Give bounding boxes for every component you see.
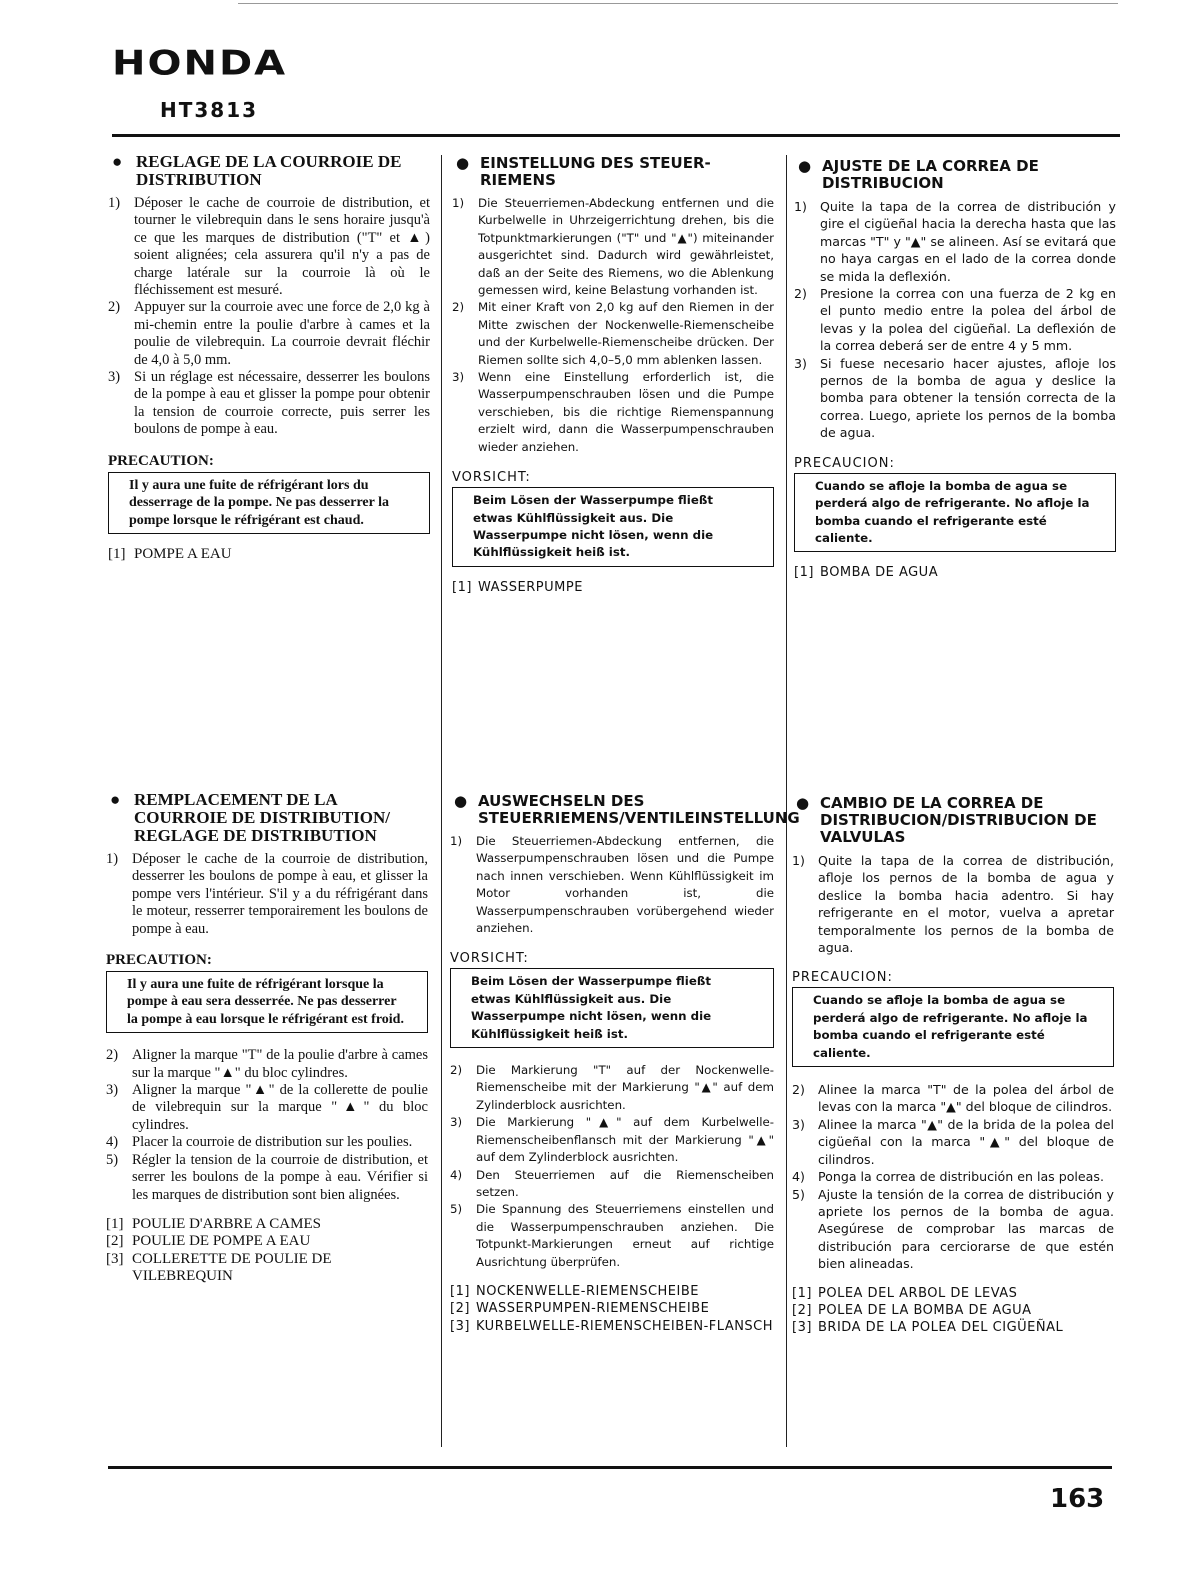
step-text: Déposer le cache de la courroie de distribution, desserrer les boulons de pompe à eau, et glisser la pompe vers l'intérieur. S'il y a du réfrigérant dans le moteur, resserrer temporairement les boulons de pompe à eau. [132,851,428,937]
step-text: Alinee la marca "▲" de la brida de la polea del cigüeñal con la marca "▲" del bloque de cilindros. [818,1116,1114,1167]
section-es-top [794,158,1116,582]
step-list [106,851,428,938]
step-item [452,369,774,456]
reference-text: NOCKENWELLE-RIEMENSCHEIBE [476,1283,699,1299]
reference-list [106,1216,428,1286]
step-number: 2) [106,1047,119,1064]
reference-item [106,1216,428,1233]
section-title: ● REGLAGE DE LA COURROIE DE DISTRIBUTION [112,152,402,189]
reference-text: POMPE A EAU [134,545,232,562]
reference-list [792,1285,1114,1337]
section-title: ● REMPLACEMENT DE LA COURROIE DE DISTRIBUTION/ REGLAGE DE DISTRIBUTION [110,790,390,845]
step-number: 3) [108,369,121,386]
step-text: Ponga la correa de distribución en las poleas. [818,1169,1104,1185]
reference-text: WASSERPUMPE [478,579,583,595]
precaution-box: Cuando se afloje la bomba de agua se perderá algo de refrigerante. No afloje la bomba cuando el refrigerante esté caliente. [794,473,1116,553]
reference-number: [3] [106,1250,124,1267]
step-text: Si fuese necesario hacer ajustes, afloje los pernos de la bomba de agua y deslice la bomba para obtener la tensión correcta de la correa. Luego, apriete los pernos de la bomba de agua. [820,355,1116,441]
bullet-icon: ● [796,794,810,812]
reference-item [106,1251,428,1286]
step-number: 4) [450,1167,463,1182]
step-number: 5) [450,1202,463,1217]
section-de-bottom [450,792,800,1335]
step-number: 1) [792,853,805,868]
bullet-icon: ● [454,792,468,810]
precaution-label: PRECAUCION: [792,970,893,986]
step-number: 2) [452,300,465,315]
step-number: 4) [106,1134,119,1151]
reference-number: [1] [108,545,126,562]
step-item [792,1116,1114,1168]
reference-item [792,1285,1114,1302]
reference-item [450,1283,774,1300]
reference-list [108,546,430,563]
precaution-box: Il y aura une fuite de réfrigérant lors du desserrage de la pompe. Ne pas desserrer la pompe lorsque le réfrigérant est chaud. [108,472,430,534]
page-number: 163 [1050,1484,1105,1514]
reference-item [794,564,1116,581]
step-item [794,285,1116,355]
step-list [106,1047,428,1204]
step-text: Aligner la marque "▲" de la collerette de poulie de vilebrequin sur la marque "▲" du bloc cylindres. [132,1082,428,1133]
step-text: Alinee la marca "T" de la polea del árbol de levas con la marca "▲" del bloque de cilindros. [818,1082,1114,1115]
step-item [450,1062,774,1114]
reference-list [450,1283,774,1335]
step-item [450,1114,774,1166]
reference-number: [1] [106,1215,124,1232]
step-text: Ajuste la tensión de la correa de distribución y apriete los pernos de la bomba de agua. Asegúrese de comprobar las marcas de distribución para cerciorarse de que estén bien alineadas. [818,1186,1114,1272]
reference-text: POLEA DE LA BOMBA DE AGUA [818,1302,1032,1318]
section-fr-top [108,153,430,563]
step-item [106,1134,428,1151]
bullet-icon: ● [798,157,812,175]
reference-item [106,1233,428,1250]
precaution-box: Il y aura une fuite de réfrigérant lorsque la pompe à eau sera desserrée. Ne pas desserrer la pompe à eau lorsque le réfrigérant est froid. [106,971,428,1033]
step-item [794,198,1116,285]
step-text: Si un réglage est nécessaire, desserrer les boulons de la pompe à eau et glisser la pompe pour obtenir la tension de courroie correcte, puis serrer les boulons de pompe à eau. [134,369,430,438]
bullet-icon: ● [456,154,470,172]
step-item [450,833,774,937]
reference-list [452,579,774,596]
reference-number: [1] [452,579,472,595]
step-text: Den Steuerriemen auf die Riemenscheiben setzen. [476,1167,774,1199]
step-number: 2) [792,1082,805,1098]
reference-number: [2] [450,1301,470,1317]
step-number: 2) [794,286,807,302]
reference-item [452,579,774,596]
reference-number: [1] [794,565,814,581]
reference-number: [1] [792,1285,812,1301]
top-hairline [238,3,1118,4]
step-item [792,852,1114,956]
step-text: Régler la tension de la courroie de distribution, et serrer les boulons de la pompe à eau. Vérifier si les marques de distribution sont bien alignées. [132,1151,428,1203]
reference-text: POULIE DE POMPE A EAU [132,1233,311,1250]
section-es-bottom [792,795,1114,1337]
step-item [106,1047,428,1082]
step-list [450,833,774,937]
reference-text: BRIDA DE LA POLEA DEL CIGÜEÑAL [818,1320,1064,1336]
reference-item [792,1302,1114,1319]
reference-text: WASSERPUMPEN-RIEMENSCHEIBE [476,1301,710,1317]
step-number: 3) [106,1082,119,1099]
step-text: Wenn eine Einstellung erforderlich ist, die Wasserpumpenschrauben lösen und die Pumpe verschieben, bis die richtige Riemenspannung erzielt wird, dann die Wasserpumpenschrauben wieder anziehen. [478,370,774,454]
step-number: 3) [794,355,807,371]
step-list [792,1081,1114,1272]
step-item [106,1082,428,1134]
step-list [452,195,774,456]
reference-text: KURBELWELLE-RIEMENSCHEIBEN-FLANSCH [476,1318,774,1334]
bullet-icon: ● [110,790,121,809]
step-text: Die Steuerriemen-Abdeckung entfernen, die Wasserpumpenschrauben lösen und die Pumpe nach innen verschieben. Wenn Kühlflüssigkeit im Motor vorhanden ist, die Wasserpumpenschrauben vorübergehend wieder anziehen. [476,834,774,936]
reference-number: [2] [792,1302,812,1318]
section-title: ● CAMBIO DE LA CORREA DE DISTRIBUCION/DISTRIBUCION DE VALVULAS [796,794,1097,846]
column-separator-right [786,155,787,1447]
precaution-label: PRECAUCION: [794,455,895,471]
section-title: ● AUSWECHSELN DES STEUERRIEMENS/VENTILEINSTELLUNG [454,792,800,827]
header-rule [112,134,1120,137]
reference-number: [1] [450,1283,470,1299]
reference-text: POULIE D'ARBRE A CAMES [132,1215,321,1232]
step-text: Die Markierung "▲" auf dem Kurbelwelle-Riemenscheibenflansch mit der Markierung "▲" auf dem Zylinderblock ausrichten. [476,1115,774,1165]
step-number: 3) [792,1116,805,1132]
step-number: 5) [792,1186,805,1202]
section-title: ● AJUSTE DE LA CORREA DE DISTRIBUCION [798,157,1039,192]
step-number: 2) [108,299,121,316]
step-text: Appuyer sur la courroie avec une force de 2,0 kg à mi-chemin entre la poulie d'arbre à cames et la poulie de vilebrequin. La courroie devrait fléchir de 4,0 à 5,0 mm. [134,299,430,368]
step-item [450,1167,774,1202]
step-item [794,355,1116,442]
step-item [452,299,774,369]
section-fr-bottom [106,791,428,1286]
step-number: 3) [450,1115,463,1130]
brand-logo: HONDA [112,44,288,84]
step-text: Aligner la marque "T" de la poulie d'arbre à cames sur la marque "▲" du bloc cylindres. [132,1047,428,1081]
step-text: Presione la correa con una fuerza de 2 kg en el punto medio entre la polea del árbol de levas y la polea del cigüeñal. La deflexión de la correa deberá ser de entre 4 y 5 mm. [820,286,1116,354]
step-number: 5) [106,1151,119,1168]
step-text: Quite la tapa de la correa de distribución, afloje los pernos de la bomba de agua y deslice la bomba hacia adentro. Si hay refrigerante en el motor, vuelva a apretar temporalmente los pernos de la bomba de agua. [818,853,1114,956]
step-number: 4) [792,1169,805,1185]
footer-rule [108,1466,1112,1469]
reference-number: [2] [106,1233,124,1250]
step-number: 1) [108,195,121,211]
step-list [792,852,1114,956]
step-item [452,195,774,299]
section-de-top [452,155,774,596]
reference-number: [3] [792,1320,812,1336]
step-number: 2) [450,1063,463,1078]
precaution-label: PRECAUTION: [106,952,212,969]
step-text: Déposer le cache de courroie de distribution, et tourner le vilebrequin dans le sens horaire jusqu'à ce que les marques de distribution ("T" et ▲) soient alignées; cela assurera qu'il n'y a pas de charge latérale sur la courroie là où le fléchissement est mesuré. [134,195,430,299]
step-item [108,195,430,299]
precaution-box: Beim Lösen der Wasserpumpe fließt etwas Kühlflüssigkeit aus. Die Wasserpumpe nicht lösen, wenn die Kühlflüssigkeit heiß ist. [450,968,774,1048]
step-list [108,195,430,439]
precaution-label: VORSICHT: [450,951,529,967]
reference-text: BOMBA DE AGUA [820,565,939,581]
precaution-box: Beim Lösen der Wasserpumpe fließt etwas Kühlflüssigkeit aus. Die Wasserpumpe nicht lösen, wenn die Kühlflüssigkeit heiß ist. [452,487,774,567]
reference-text: COLLERETTE DE POULIE DE VILEBREQUIN [132,1250,332,1285]
step-text: Die Steuerriemen-Abdeckung entfernen und die Kurbelwelle in Uhrzeigerrichtung drehen, bis die Totpunktmarkierungen ("T" und "▲") miteinander ausgerichtet sind. Dadurch wird gewährleistet, daß an der Seite des Riemens, wo die Ablenkung gemessen wird, keine Belastung vorhanden ist. [478,196,774,298]
reference-item [450,1318,774,1335]
step-number: 3) [452,370,465,385]
step-text: Die Markierung "T" auf der Nockenwelle-Riemenscheibe mit der Markierung "▲" auf dem Zylinderblock ausrichten. [476,1063,774,1112]
step-text: Placer la courroie de distribution sur les poulies. [132,1134,413,1151]
step-number: 1) [452,196,465,210]
step-item [108,369,430,439]
step-item [792,1081,1114,1116]
precaution-label: VORSICHT: [452,470,531,486]
step-number: 1) [794,199,807,214]
step-number: 1) [106,851,119,867]
column-separator-left [441,155,442,1447]
bullet-icon: ● [112,152,123,171]
step-number: 1) [450,834,463,848]
step-text: Die Spannung des Steuerriemens einstellen und die Wasserpumpenschrauben anziehen. Die Totpunkt-Markierungen erneut auf richtige Ausrichtung überprüfen. [476,1202,774,1269]
section-title: ● EINSTELLUNG DES STEUER-RIEMENS [456,154,711,189]
reference-item [792,1319,1114,1336]
step-list [794,198,1116,442]
step-item [106,851,428,938]
precaution-label: PRECAUTION: [108,452,214,469]
reference-item [108,546,430,563]
step-item [792,1168,1114,1185]
precaution-box: Cuando se afloje la bomba de agua se perderá algo de refrigerante. No afloje la bomba cuando el refrigerante esté caliente. [792,987,1114,1067]
reference-list [794,564,1116,581]
reference-item [450,1300,774,1317]
step-item [792,1186,1114,1273]
step-item [450,1201,774,1271]
step-item [106,1152,428,1204]
step-text: Mit einer Kraft von 2,0 kg auf den Riemen in der Mitte zwischen der Nockenwelle-Riemenscheibe und der Kurbelwelle-Riemenscheibe drücken. Der Riemen sollte sich 4,0–5,0 mm ablenken lassen. [478,300,774,367]
reference-number: [3] [450,1318,470,1334]
step-list [450,1062,774,1271]
model-number: HT3813 [160,98,259,122]
reference-text: POLEA DEL ARBOL DE LEVAS [818,1285,1018,1301]
step-item [108,299,430,369]
step-text: Quite la tapa de la correa de distribución y gire el cigüeñal hacia la derecha hasta que las marcas "T" y "▲" se alineen. Así se evitará que no haya cargas en el lado de la correa donde se mida la deflexión. [820,199,1116,284]
